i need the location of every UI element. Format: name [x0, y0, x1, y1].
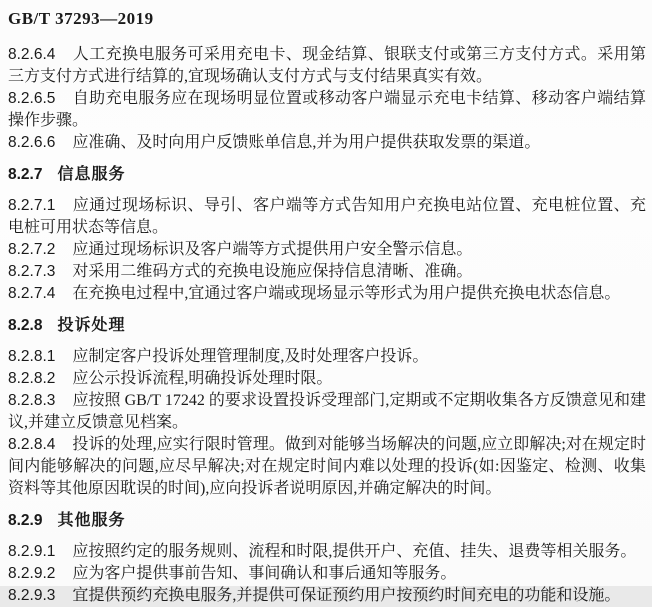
section-heading [8, 164, 646, 186]
clause-text: 应通过现场标识及客户端等方式提供用户安全警示信息。 [72, 241, 473, 258]
section-heading [8, 315, 646, 337]
section-heading [8, 510, 646, 532]
clause-number: 8.2.6.6 [8, 134, 56, 151]
clause [8, 261, 646, 283]
clause-text: 人工充换电服务可采用充电卡、现金结算、银联支付或第三方支付方式。采用第三方支付方式进行结算的,宜现场确认支付方式与支付结果真实有效。 [8, 46, 646, 85]
clause [8, 541, 646, 563]
clause-text: 对采用二维码方式的充换电设施应保持信息清晰、准确。 [72, 263, 473, 280]
clause-number: 8.2.8.3 [8, 392, 56, 409]
clause [8, 368, 646, 390]
clause-text: 应为客户提供事前告知、事间确认和事后通知等服务。 [72, 565, 457, 582]
clause [8, 132, 646, 154]
clause [8, 563, 646, 585]
clause-number: 8.2.7.2 [8, 241, 56, 258]
heading-text: 信息服务 [57, 166, 126, 183]
clause-number: 8.2.9.3 [8, 587, 56, 604]
document-body [8, 44, 646, 607]
clause-number: 8.2.8.4 [8, 436, 56, 453]
clause-number: 8.2.8.2 [8, 370, 56, 387]
clause-number: 8.2.7 [8, 166, 43, 183]
heading-text: 投诉处理 [57, 317, 126, 334]
clause-text: 应公示投诉流程,明确投诉处理时限。 [72, 370, 333, 387]
clause-text: 在充换电过程中,宜通过客户端或现场显示等形式为用户提供充换电状态信息。 [72, 285, 621, 302]
clause-text: 宜提供预约充换电服务,并提供可保证预约用户按预约时间充电的功能和设施。 [72, 587, 621, 604]
clause-number: 8.2.9.2 [8, 565, 56, 582]
clause-text: 投诉的处理,应实行限时管理。做到对能够当场解决的问题,应立即解决;对在规定时间内能够解决的问题,应尽早解决;对在规定时间内难以处理的投诉(如:因鉴定、检测、收集资料等其他原因耽误的时间),应向投诉者说明原因,并确定解决的时间。 [8, 436, 646, 497]
clause [8, 44, 646, 88]
clause-number: 8.2.8 [8, 317, 43, 334]
clause-number: 8.2.6.5 [8, 90, 56, 107]
clause-number: 8.2.7.3 [8, 263, 56, 280]
clause-number: 8.2.6.4 [8, 46, 56, 63]
clause [8, 88, 646, 132]
clause-number: 8.2.9 [8, 512, 43, 529]
clause-number: 8.2.8.1 [8, 348, 56, 365]
clause-text: 应制定客户投诉处理管理制度,及时处理客户投诉。 [72, 348, 429, 365]
clause-text: 应准确、及时向用户反馈账单信息,并为用户提供获取发票的渠道。 [72, 134, 541, 151]
clause [8, 585, 646, 607]
clause-text: 应通过现场标识、导引、客户端等方式告知用户充换电站位置、充电桩位置、充电桩可用状态等信息。 [8, 197, 646, 236]
standard-number-header: GB/T 37293—2019 [8, 9, 154, 28]
clause-text: 应按照约定的服务规则、流程和时限,提供开户、充值、挂失、退费等相关服务。 [72, 543, 637, 560]
clause [8, 283, 646, 305]
clause-text: 应按照 GB/T 17242 的要求设置投诉受理部门,定期或不定期收集各方反馈意见和建议,并建立反馈意见档案。 [8, 392, 646, 431]
heading-text: 其他服务 [57, 512, 126, 529]
clause-number: 8.2.9.1 [8, 543, 56, 560]
clause-text: 自助充电服务应在现场明显位置或移动客户端显示充电卡结算、移动客户端结算操作步骤。 [8, 90, 646, 129]
clause [8, 195, 646, 239]
clause [8, 434, 646, 500]
clause [8, 390, 646, 434]
clause [8, 346, 646, 368]
clause [8, 239, 646, 261]
clause-number: 8.2.7.4 [8, 285, 56, 302]
clause-number: 8.2.7.1 [8, 197, 56, 214]
